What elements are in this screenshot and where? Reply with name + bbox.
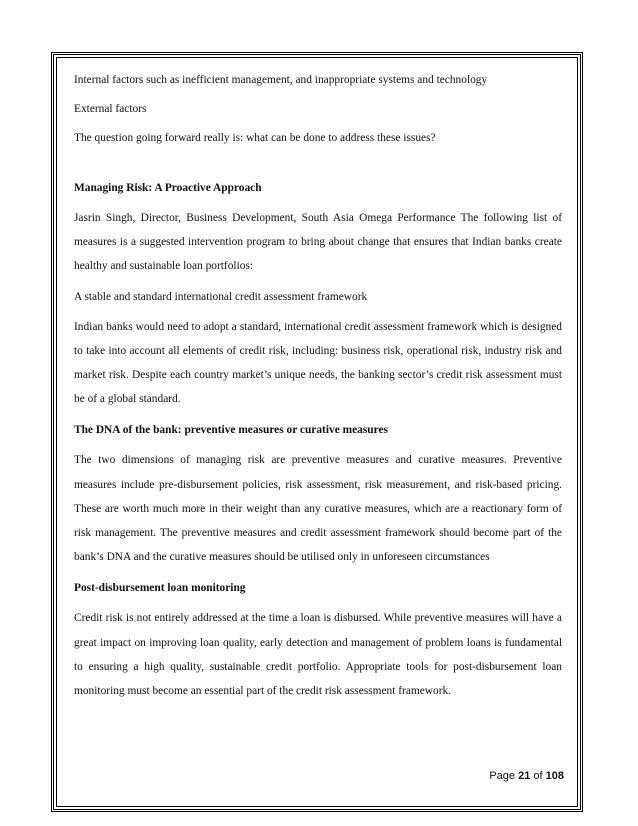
- page-footer: [420, 770, 564, 782]
- of-label: of: [533, 770, 543, 782]
- section-heading-post-disbursement: Post-disbursement loan monitoring: [74, 582, 246, 595]
- intro-line-internal-factors: Internal factors such as inefficient management, and inappropriate systems and technology: [74, 74, 488, 86]
- intro-line-question: The question going forward really is: what can be done to address these issues?: [74, 132, 436, 144]
- section-paragraph-managing-risk: Jasrin Singh, Director, Business Development, South Asia Omega Performance The following list of measures is a suggested intervention program to bring about change that ensures that Indian banks create healthy and sustainable loan portfolios:: [74, 212, 562, 273]
- intro-line-external-factors: External factors: [74, 103, 147, 115]
- section-paragraph-post-disbursement: Credit risk is not entirely addressed at the time a loan is disbursed. While preventive measures will have a great impact on improving loan quality, early detection and management of problem loans is fundamental to ensuring a high quality, sustainable credit portfolio. Appropriate tools for post-disbursement loan monitoring must become an essential part of the credit risk assessment framework.: [74, 612, 562, 698]
- subline-credit-framework: A stable and standard international credit assessment framework: [74, 290, 368, 303]
- paragraph-credit-framework: Indian banks would need to adopt a standard, international credit assessment framework which is designed to take into account all elements of credit risk, including: business risk, operational risk, industry risk and market risk. Despite each country market’s unique needs, the banking sector’s credit risk assessment must be of a global standard.: [74, 320, 562, 406]
- total-pages: 108: [545, 770, 564, 782]
- document-body: [74, 68, 562, 703]
- section-heading-dna: The DNA of the bank: preventive measures or curative measures: [74, 424, 388, 437]
- section-heading-managing-risk: Managing Risk: A Proactive Approach: [74, 182, 262, 194]
- page-label: Page: [489, 770, 516, 782]
- section-paragraph-dna: The two dimensions of managing risk are preventive measures and curative measures. Preventive measures include pre-disbursement policies, risk assessment, risk measurement, and risk-based pricing. These are worth much more in their weight than any curative measures, which are a reactionary form of risk management. The preventive measures and credit assessment framework should become part of the bank’s DNA and the curative measures should be utilised only in unforeseen circumstances: [74, 454, 562, 564]
- page-number: 21: [518, 770, 531, 782]
